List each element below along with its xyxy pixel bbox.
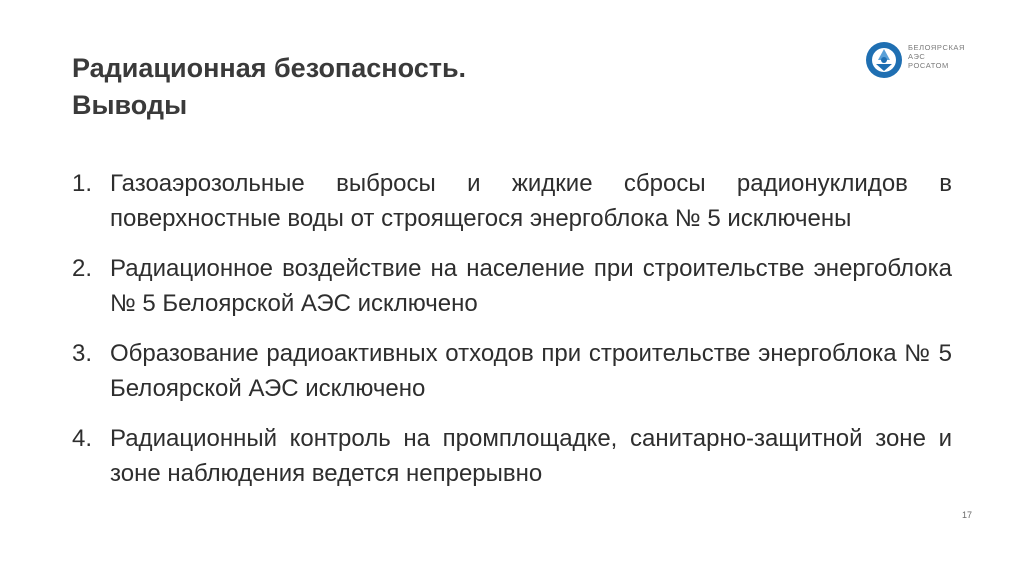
belo-aes-logo: [864, 40, 974, 80]
atom-logo-icon: [864, 40, 904, 80]
list-item-text: Газоаэрозольные выбросы и жидкие сбросы радионуклидов в поверхностные воды от строящегося энергоблока № 5 исключены: [110, 170, 952, 232]
logo-text-line-3: РОСАТОМ: [908, 61, 949, 70]
list-item-number: 1.: [72, 170, 93, 197]
conclusions-list: [72, 166, 952, 506]
list-item-number: 2.: [72, 255, 93, 282]
logo-caption: [908, 43, 965, 70]
list-item: [72, 251, 952, 321]
list-item-number: 3.: [72, 340, 93, 367]
list-item: [72, 421, 952, 491]
logo-text-line-2: АЭС: [908, 52, 926, 61]
list-item-number: 4.: [72, 425, 93, 452]
list-item-text: Радиационное воздействие на население при строительстве энергоблока № 5 Белоярской АЭС исключено: [110, 255, 952, 317]
list-item-text: Радиационный контроль на промплощадке, санитарно-защитной зоне и зоне наблюдения ведется непрерывно: [110, 425, 952, 487]
slide-title: [72, 50, 466, 124]
slide-title-line-2: Выводы: [72, 90, 188, 120]
slide-title-line-1: Радиационная безопасность.: [72, 53, 467, 83]
page-number: 17: [962, 510, 973, 520]
logo-text-line-1: БЕЛОЯРСКАЯ: [908, 43, 966, 52]
list-item-text: Образование радиоактивных отходов при строительстве энергоблока № 5 Белоярской АЭС исключено: [110, 340, 952, 402]
list-item: [72, 166, 952, 236]
list-item: [72, 336, 952, 406]
